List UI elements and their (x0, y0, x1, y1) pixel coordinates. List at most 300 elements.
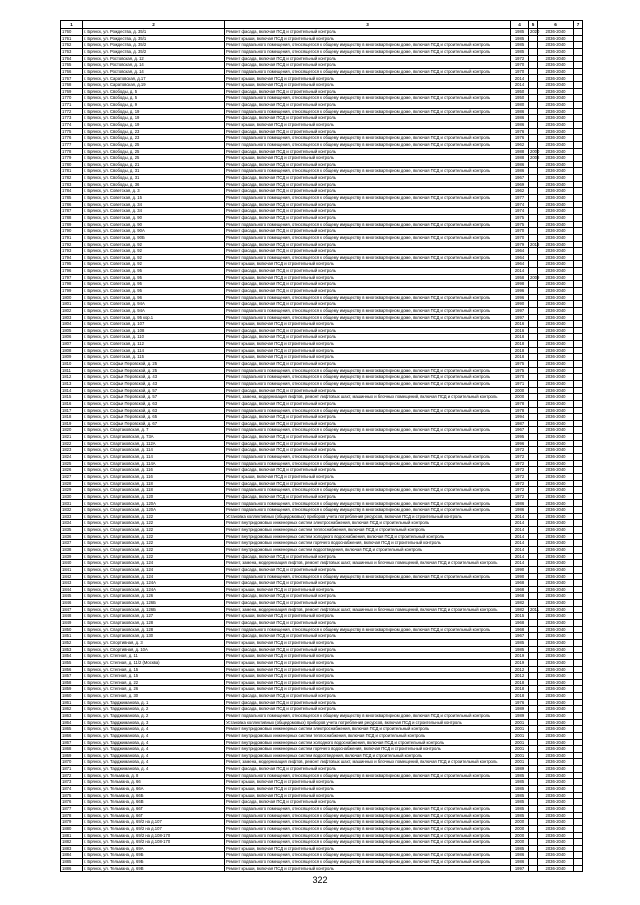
table-row (61, 29, 583, 36)
row-number: 1821 (61, 434, 83, 441)
planned-period-cell: 2036-2040 (538, 181, 574, 188)
address-cell: г. Брянск, ул. Советская, д. 90 (83, 221, 225, 228)
row-number: 1886 (61, 865, 83, 872)
planned-period-cell: 2036-2040 (538, 507, 574, 514)
address-cell: г. Брянск, ул. Свободы, д. 31 (83, 168, 225, 175)
extra-cell (574, 540, 583, 547)
table-row (61, 108, 583, 115)
row-number: 1822 (61, 440, 83, 447)
last-repair-year-cell (529, 712, 538, 719)
last-repair-year-cell (529, 181, 538, 188)
planned-period-cell: 2036-2040 (538, 626, 574, 633)
work-type-cell: Ремонт подвального помещения, относящегося к общему имуществу в многоквартирном доме, включая ПСД и строительный контроль (225, 221, 511, 228)
build-year-cell: 1968 (511, 580, 529, 587)
extra-cell (574, 228, 583, 235)
build-year-cell: 1986 (511, 859, 529, 866)
extra-cell (574, 566, 583, 573)
work-type-cell: Ремонт подвального помещения, относящегося к общему имуществу в многоквартирном доме, включая ПСД и строительный контроль (225, 819, 511, 826)
planned-period-cell: 2036-2040 (538, 208, 574, 215)
build-year-cell: 2014 (511, 560, 529, 567)
row-number: 1882 (61, 839, 83, 846)
row-number: 1848 (61, 613, 83, 620)
last-repair-year-cell (529, 55, 538, 62)
work-type-cell: Ремонт внутридомовых инженерных систем водоотведения, включая ПСД и строительный контроль (225, 546, 511, 553)
planned-period-cell: 2036-2040 (538, 301, 574, 308)
planned-period-cell: 2036-2040 (538, 188, 574, 195)
planned-period-cell: 2036-2040 (538, 354, 574, 361)
table-row (61, 62, 583, 69)
extra-cell (574, 454, 583, 461)
last-repair-year-cell (529, 88, 538, 95)
address-cell: г. Брянск, ул. Советская, д. 114 (83, 347, 225, 354)
planned-period-cell: 2036-2040 (538, 228, 574, 235)
row-number: 1866 (61, 732, 83, 739)
last-repair-year-cell (529, 380, 538, 387)
row-number: 1829 (61, 487, 83, 494)
work-type-cell: Ремонт фасада, включая ПСД и строительный контроль (225, 128, 511, 135)
row-number: 1862 (61, 706, 83, 713)
row-number: 1764 (61, 55, 83, 62)
build-year-cell: 1986 (511, 500, 529, 507)
table-row (61, 792, 583, 799)
build-year-cell: 1970 (511, 374, 529, 381)
extra-cell (574, 600, 583, 607)
build-year-cell: 2001 (511, 732, 529, 739)
last-repair-year-cell (529, 865, 538, 872)
build-year-cell: 1998 (511, 281, 529, 288)
build-year-cell: 1985 (511, 42, 529, 49)
last-repair-year-cell (529, 314, 538, 321)
address-cell: г. Брянск, ул. Степная, д. 22 (83, 679, 225, 686)
planned-period-cell: 2036-2040 (538, 653, 574, 660)
work-type-cell: Ремонт подвального помещения, относящегося к общему имуществу в многоквартирном доме, включая ПСД и строительный контроль (225, 374, 511, 381)
extra-cell (574, 739, 583, 746)
row-number: 1828 (61, 480, 83, 487)
row-number: 1809 (61, 354, 83, 361)
table-row (61, 706, 583, 713)
row-number: 1767 (61, 75, 83, 82)
planned-period-cell: 2036-2040 (538, 693, 574, 700)
table-row (61, 427, 583, 434)
last-repair-year-cell (529, 407, 538, 414)
work-type-cell: Ремонт фасада, включая ПСД и строительный контроль (225, 88, 511, 95)
planned-period-cell: 2036-2040 (538, 759, 574, 766)
row-number: 1774 (61, 121, 83, 128)
extra-cell (574, 440, 583, 447)
work-type-cell: Ремонт подвального помещения, относящегося к общему имуществу в многоквартирном доме, включая ПСД и строительный контроль (225, 254, 511, 261)
header-col-6: 6 (538, 21, 574, 29)
row-number: 1852 (61, 639, 83, 646)
address-cell: г. Брянск, ул. Свободы, д. 23 (83, 135, 225, 142)
header-col-4: 4 (511, 21, 529, 29)
planned-period-cell: 2036-2040 (538, 321, 574, 328)
planned-period-cell: 2036-2040 (538, 334, 574, 341)
address-cell: г. Брянск, ул. Ростовская, д. 14 (83, 62, 225, 69)
last-repair-year-cell (529, 566, 538, 573)
address-cell: г. Брянск, ул. Спартаковская, д. 120А (83, 500, 225, 507)
extra-cell (574, 102, 583, 109)
work-type-cell: Ремонт фасада, включая ПСД и строительный контроль (225, 699, 511, 706)
register-table-container (60, 20, 582, 870)
planned-period-cell: 2036-2040 (538, 752, 574, 759)
address-cell: г. Брянск, ул. Степная, д. 26 (83, 686, 225, 693)
row-number: 1817 (61, 407, 83, 414)
planned-period-cell: 2036-2040 (538, 128, 574, 135)
address-cell: г. Брянск, ул. Спартаковская, д. 124 (83, 566, 225, 573)
last-repair-year-cell (529, 527, 538, 534)
build-year-cell: 1977 (511, 195, 529, 202)
extra-cell (574, 334, 583, 341)
work-type-cell: Ремонт крыши, включая ПСД и строительный контроль (225, 261, 511, 268)
row-number: 1855 (61, 659, 83, 666)
planned-period-cell: 2036-2040 (538, 327, 574, 334)
build-year-cell: 1990 (511, 573, 529, 580)
last-repair-year-cell (529, 633, 538, 640)
planned-period-cell: 2036-2040 (538, 141, 574, 148)
last-repair-year-cell (529, 287, 538, 294)
row-number: 1763 (61, 48, 83, 55)
planned-period-cell: 2036-2040 (538, 447, 574, 454)
work-type-cell: Ремонт подвального помещения, относящегося к общему имуществу в многоквартирном доме, включая ПСД и строительный контроль (225, 507, 511, 514)
last-repair-year-cell (529, 400, 538, 407)
last-repair-year-cell (529, 341, 538, 348)
table-row (61, 42, 583, 49)
build-year-cell: 1997 (511, 865, 529, 872)
build-year-cell: 1975 (511, 367, 529, 374)
address-cell: г. Брянск, ул. Софьи Перовской, д. 57 (83, 387, 225, 394)
table-row (61, 141, 583, 148)
build-year-cell: 1986 (511, 507, 529, 514)
work-type-cell: Установка коллективных (общедомовых) приборов учета потребления ресурсов, включая ПСД и строительный контроль (225, 513, 511, 520)
table-body (61, 29, 583, 872)
table-row (61, 35, 583, 42)
table-row (61, 799, 583, 806)
row-number: 1797 (61, 274, 83, 281)
address-cell: г. Брянск, ул. Тарджиманова, д. 4 (83, 739, 225, 746)
build-year-cell: 1970 (511, 234, 529, 241)
last-repair-year-cell (529, 759, 538, 766)
work-type-cell: Установка коллективных (общедомовых) приборов учета потребления ресурсов, включая ПСД и строительный контроль (225, 719, 511, 726)
build-year-cell: 1974 (511, 201, 529, 208)
extra-cell (574, 88, 583, 95)
build-year-cell: 1985 (511, 845, 529, 852)
address-cell: г. Брянск, ул. Спартаковская, д. 128 (83, 620, 225, 627)
row-number: 1836 (61, 533, 83, 540)
table-row (61, 772, 583, 779)
work-type-cell: Ремонт фасада, включая ПСД и строительный контроль (225, 434, 511, 441)
build-year-cell: 2016 (511, 327, 529, 334)
extra-cell (574, 400, 583, 407)
extra-cell (574, 699, 583, 706)
extra-cell (574, 155, 583, 162)
table-row (61, 726, 583, 733)
last-repair-year-cell (529, 115, 538, 122)
table-row (61, 268, 583, 275)
build-year-cell: 1964 (511, 248, 529, 255)
extra-cell (574, 799, 583, 806)
last-repair-year-cell (529, 487, 538, 494)
extra-cell (574, 513, 583, 520)
extra-cell (574, 726, 583, 733)
last-repair-year-cell (529, 248, 538, 255)
last-repair-year-cell (529, 354, 538, 361)
table-row (61, 673, 583, 680)
extra-cell (574, 732, 583, 739)
table-row (61, 606, 583, 613)
row-number: 1844 (61, 586, 83, 593)
last-repair-year-cell (529, 593, 538, 600)
table-row (61, 586, 583, 593)
table-row (61, 88, 583, 95)
row-number: 1873 (61, 779, 83, 786)
table-row (61, 473, 583, 480)
work-type-cell: Ремонт фасада, включая ПСД и строительный контроль (225, 361, 511, 368)
build-year-cell: 1996 (511, 287, 529, 294)
work-type-cell: Ремонт подвального помещения, относящегося к общему имуществу в многоквартирном доме, включая ПСД и строительный контроль (225, 68, 511, 75)
build-year-cell: 1968 (511, 593, 529, 600)
table-row (61, 307, 583, 314)
work-type-cell: Ремонт фасада, включая ПСД и строительный контроль (225, 447, 511, 454)
work-type-cell: Ремонт крыши, включая ПСД и строительный контроль (225, 686, 511, 693)
address-cell: г. Брянск, ул. Советская, д. 110 (83, 334, 225, 341)
address-cell: г. Брянск, ул. Спартаковская, д. 124А (83, 586, 225, 593)
planned-period-cell: 2036-2040 (538, 606, 574, 613)
extra-cell (574, 493, 583, 500)
extra-cell (574, 712, 583, 719)
row-number: 1789 (61, 221, 83, 228)
last-repair-year-cell (529, 121, 538, 128)
table-row (61, 181, 583, 188)
work-type-cell: Ремонт подвального помещения, относящегося к общему имуществу в многоквартирном доме, включая ПСД и строительный контроль (225, 500, 511, 507)
last-repair-year-cell (529, 361, 538, 368)
build-year-cell: 1969 (511, 181, 529, 188)
address-cell: г. Брянск, ул. Советская, д. 90Б (83, 234, 225, 241)
build-year-cell: 1979 (511, 241, 529, 248)
extra-cell (574, 480, 583, 487)
planned-period-cell: 2036-2040 (538, 440, 574, 447)
address-cell: г. Брянск, ул. Тарджиманова, д. 4 (83, 766, 225, 773)
address-cell: г. Брянск, ул. Спартаковская, д. 73А (83, 434, 225, 441)
address-cell: г. Брянск, ул. Тельмана, д. 69/2 на д.108-170 (83, 839, 225, 846)
build-year-cell: 1976 (511, 699, 529, 706)
table-row (61, 221, 583, 228)
address-cell: г. Брянск, ул. Советская, д. 15 (83, 195, 225, 202)
table-row (61, 480, 583, 487)
work-type-cell: Ремонт крыши, включая ПСД и строительный контроль (225, 354, 511, 361)
extra-cell (574, 845, 583, 852)
work-type-cell: Ремонт крыши, включая ПСД и строительный контроль (225, 679, 511, 686)
address-cell: г. Брянск, ул. Свободы, д. 25 (83, 155, 225, 162)
last-repair-year-cell (529, 520, 538, 527)
extra-cell (574, 214, 583, 221)
row-number: 1841 (61, 566, 83, 573)
row-number: 1872 (61, 772, 83, 779)
table-row (61, 786, 583, 793)
planned-period-cell: 2036-2040 (538, 261, 574, 268)
address-cell: г. Брянск, ул. Тельмана, д. 66Г (83, 805, 225, 812)
address-cell: г. Брянск, ул. Софьи Перовской, д. 25 (83, 361, 225, 368)
planned-period-cell: 2036-2040 (538, 68, 574, 75)
row-number: 1837 (61, 540, 83, 547)
row-number: 1804 (61, 321, 83, 328)
address-cell: г. Брянск, ул. Советская, д. 95 (83, 274, 225, 281)
build-year-cell: 1971 (511, 380, 529, 387)
row-number: 1762 (61, 42, 83, 49)
planned-period-cell: 2036-2040 (538, 593, 574, 600)
address-cell: г. Брянск, ул. Свободы, д. 25 (83, 148, 225, 155)
work-type-cell: Ремонт фасада, включая ПСД и строительный контроль (225, 620, 511, 627)
extra-cell (574, 859, 583, 866)
last-repair-year-cell (529, 699, 538, 706)
last-repair-year-cell (529, 108, 538, 115)
last-repair-year-cell (529, 752, 538, 759)
table-row (61, 766, 583, 773)
planned-period-cell: 2036-2040 (538, 427, 574, 434)
build-year-cell: 2000 (511, 832, 529, 839)
planned-period-cell: 2036-2040 (538, 726, 574, 733)
row-number: 1761 (61, 35, 83, 42)
address-cell: г. Брянск, ул. Тарджиманова, д. 1 (83, 699, 225, 706)
planned-period-cell: 2036-2040 (538, 234, 574, 241)
table-row (61, 321, 583, 328)
work-type-cell: Ремонт крыши, включая ПСД и строительный контроль (225, 82, 511, 89)
work-type-cell: Ремонт фасада, включая ПСД и строительный контроль (225, 693, 511, 700)
work-type-cell: Ремонт фасада, включая ПСД и строительный контроль (225, 566, 511, 573)
table-row (61, 347, 583, 354)
work-type-cell: Ремонт подвального помещения, относящегося к общему имуществу в многоквартирном доме, включая ПСД и строительный контроль (225, 772, 511, 779)
last-repair-year-cell (529, 493, 538, 500)
planned-period-cell: 2036-2040 (538, 287, 574, 294)
last-repair-year-cell (529, 454, 538, 461)
extra-cell (574, 560, 583, 567)
work-type-cell: Ремонт крыши, включая ПСД и строительный контроль (225, 673, 511, 680)
planned-period-cell: 2036-2040 (538, 314, 574, 321)
work-type-cell: Ремонт фасада, включая ПСД и строительный контроль (225, 62, 511, 69)
row-number: 1818 (61, 414, 83, 421)
address-cell: г. Брянск, ул. Советская, д. 95 (83, 268, 225, 275)
work-type-cell: Ремонт фасада, включая ПСД и строительный контроль (225, 208, 511, 215)
table-row (61, 281, 583, 288)
last-repair-year-cell (529, 832, 538, 839)
address-cell: г. Брянск, ул. Спартаковская, д. 122 (83, 540, 225, 547)
extra-cell (574, 281, 583, 288)
work-type-cell: Ремонт фасада, включая ПСД и строительный контроль (225, 287, 511, 294)
extra-cell (574, 507, 583, 514)
planned-period-cell: 2036-2040 (538, 659, 574, 666)
extra-cell (574, 261, 583, 268)
last-repair-year-cell (529, 679, 538, 686)
extra-cell (574, 620, 583, 627)
build-year-cell: 2018 (511, 693, 529, 700)
planned-period-cell: 2036-2040 (538, 62, 574, 69)
extra-cell (574, 274, 583, 281)
planned-period-cell: 2036-2040 (538, 394, 574, 401)
table-row (61, 507, 583, 514)
planned-period-cell: 2036-2040 (538, 819, 574, 826)
planned-period-cell: 2036-2040 (538, 42, 574, 49)
table-row (61, 752, 583, 759)
planned-period-cell: 2036-2040 (538, 35, 574, 42)
table-row (61, 208, 583, 215)
work-type-cell: Ремонт крыши, включая ПСД и строительный контроль (225, 341, 511, 348)
work-type-cell: Ремонт крыши, включая ПСД и строительный контроль (225, 121, 511, 128)
planned-period-cell: 2036-2040 (538, 719, 574, 726)
build-year-cell: 2014 (511, 533, 529, 540)
address-cell: г. Брянск, ул. Спартаковская, д. 122 (83, 513, 225, 520)
work-type-cell: Ремонт крыши, включая ПСД и строительный контроль (225, 321, 511, 328)
planned-period-cell: 2036-2040 (538, 135, 574, 142)
row-number: 1781 (61, 168, 83, 175)
last-repair-year-cell (529, 434, 538, 441)
address-cell: г. Брянск, ул. Спартаковская, д. 130 (83, 633, 225, 640)
table-row (61, 254, 583, 261)
row-number: 1881 (61, 832, 83, 839)
planned-period-cell: 2036-2040 (538, 380, 574, 387)
planned-period-cell: 2036-2040 (538, 414, 574, 421)
last-repair-year-cell (529, 812, 538, 819)
planned-period-cell: 2036-2040 (538, 95, 574, 102)
address-cell: г. Брянск, ул. Спартаковская, д. 126Б (83, 606, 225, 613)
last-repair-year-cell (529, 387, 538, 394)
last-repair-year-cell (529, 573, 538, 580)
row-number: 1870 (61, 759, 83, 766)
table-row (61, 228, 583, 235)
address-cell: г. Брянск, ул. Степная, д. 11 (83, 653, 225, 660)
address-cell: г. Брянск, ул. Софьи Перовской, д. 57 (83, 394, 225, 401)
address-cell: г. Брянск, ул. Рождества, д. 35/1 (83, 29, 225, 36)
planned-period-cell: 2036-2040 (538, 361, 574, 368)
row-number: 1765 (61, 62, 83, 69)
build-year-cell: 2000 (511, 839, 529, 846)
extra-cell (574, 427, 583, 434)
address-cell: г. Брянск, ул. Спартаковская, д. 126Б (83, 600, 225, 607)
last-repair-year-cell (529, 460, 538, 467)
extra-cell (574, 759, 583, 766)
build-year-cell: 1986 (511, 108, 529, 115)
last-repair-year-cell (529, 839, 538, 846)
address-cell: г. Брянск, ул. Советская, д. 108 (83, 327, 225, 334)
extra-cell (574, 95, 583, 102)
last-repair-year-cell (529, 440, 538, 447)
work-type-cell: Ремонт крыши, включая ПСД и строительный контроль (225, 639, 511, 646)
table-row (61, 115, 583, 122)
table-row (61, 832, 583, 839)
address-cell: г. Брянск, ул. Тельмана, д. 66А (83, 786, 225, 793)
planned-period-cell: 2036-2040 (538, 533, 574, 540)
build-year-cell: 1980 (511, 102, 529, 109)
address-cell: г. Брянск, ул. Спартаковская, д. 124А (83, 580, 225, 587)
work-type-cell: Ремонт внутридомовых инженерных систем электроснабжения, включая ПСД и строительный контроль (225, 520, 511, 527)
extra-cell (574, 48, 583, 55)
table-row (61, 573, 583, 580)
work-type-cell: Ремонт подвального помещения, относящегося к общему имуществу в многоквартирном доме, включая ПСД и строительный контроль (225, 460, 511, 467)
row-number: 1854 (61, 653, 83, 660)
work-type-cell: Ремонт фасада, включая ПСД и строительный контроль (225, 241, 511, 248)
work-type-cell: Ремонт подвального помещения, относящегося к общему имуществу в многоквартирном доме, включая ПСД и строительный контроль (225, 852, 511, 859)
row-number: 1785 (61, 195, 83, 202)
address-cell: г. Брянск, ул. Тарджиманова, д. 4 (83, 746, 225, 753)
extra-cell (574, 792, 583, 799)
address-cell: г. Брянск, ул. Спартаковская, д. 118 (83, 480, 225, 487)
planned-period-cell: 2036-2040 (538, 268, 574, 275)
planned-period-cell: 2036-2040 (538, 699, 574, 706)
row-number: 1801 (61, 301, 83, 308)
extra-cell (574, 772, 583, 779)
work-type-cell: Ремонт внутридомовых инженерных систем горячего водоснабжения, включая ПСД и строительный контроль (225, 746, 511, 753)
extra-cell (574, 626, 583, 633)
table-row (61, 533, 583, 540)
row-number: 1834 (61, 520, 83, 527)
